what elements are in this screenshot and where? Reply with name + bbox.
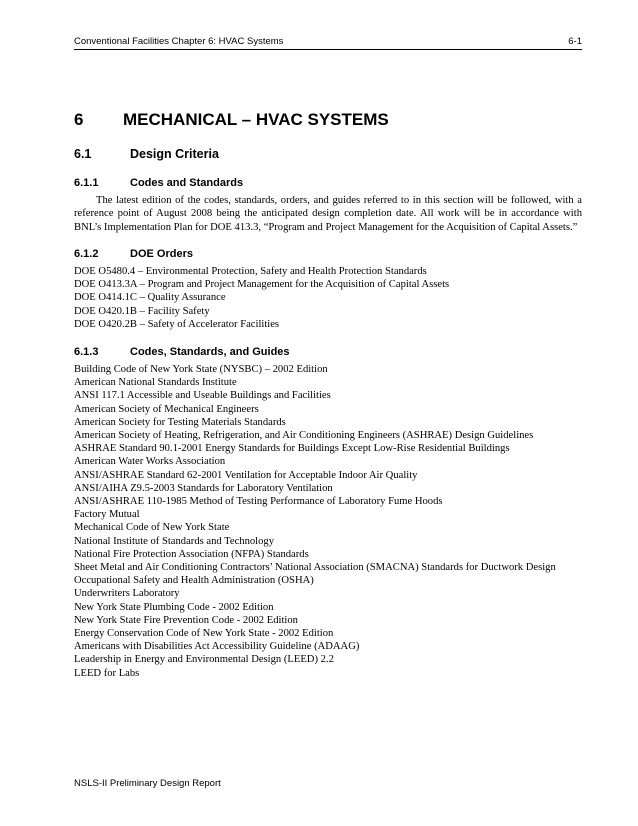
chapter-heading	[74, 110, 582, 130]
subsection-heading-6-1-1	[74, 176, 582, 190]
list-item: ANSI/ASHRAE 110-1985 Method of Testing Performance of Laboratory Fume Hoods	[74, 495, 443, 507]
subsection-number: 6.1.3	[74, 345, 99, 358]
list-item: ANSI/ASHRAE Standard 62-2001 Ventilation for Acceptable Indoor Air Quality	[74, 469, 418, 481]
main-content	[74, 110, 582, 694]
subsection-heading-6-1-3	[74, 345, 582, 359]
chapter-number: 6	[74, 110, 84, 129]
list-item: DOE O420.2B – Safety of Accelerator Facilities	[74, 318, 280, 330]
list-item: New York State Plumbing Code - 2002 Edition	[74, 601, 274, 613]
list-item: Occupational Safety and Health Administration (OSHA)	[74, 575, 314, 587]
section-number: 6.1	[74, 147, 92, 161]
list-item: DOE O413.3A – Program and Project Management for the Acquisition of Capital Assets	[74, 279, 450, 291]
list-item: American Society for Testing Materials Standards	[74, 416, 286, 428]
subsection-title: Codes and Standards	[130, 177, 244, 189]
list-item: Americans with Disabilities Act Accessibility Guideline (ADAAG)	[74, 641, 360, 653]
running-header	[74, 36, 582, 50]
subsection-heading-6-1-2	[74, 247, 582, 261]
subsection-title: Codes, Standards, and Guides	[130, 345, 290, 358]
list-item: American Water Works Association	[74, 456, 226, 468]
list-item: DOE O5480.4 – Environmental Protection, Safety and Health Protection Standards	[74, 265, 427, 277]
list-item: Sheet Metal and Air Conditioning Contractors’ National Association (SMACNA) Standards for Ductwork Design	[74, 561, 556, 573]
list-item: Factory Mutual	[74, 509, 140, 521]
section-heading-6-1	[74, 147, 582, 162]
subsection-number: 6.1.2	[74, 247, 99, 260]
list-item: Mechanical Code of New York State	[74, 522, 230, 534]
list-item: LEED for Labs	[74, 667, 140, 679]
running-footer: NSLS-II Preliminary Design Report	[74, 778, 221, 789]
list-item: ANSI/AIHA Z9.5-2003 Standards for Laboratory Ventilation	[74, 482, 333, 494]
section-title: Design Criteria	[130, 147, 219, 161]
list-item: National Institute of Standards and Technology	[74, 535, 275, 547]
list-item: ANSI 117.1 Accessible and Useable Buildings and Facilities	[74, 390, 331, 402]
subsection-number: 6.1.1	[74, 177, 99, 189]
list-item: National Fire Protection Association (NFPA) Standards	[74, 548, 309, 560]
list-item: American Society of Mechanical Engineers	[74, 403, 259, 415]
codes-guides-list	[74, 363, 582, 680]
list-item: Energy Conservation Code of New York State - 2002 Edition	[74, 627, 334, 639]
header-chapter-label: Conventional Facilities Chapter 6: HVAC Systems	[74, 36, 284, 47]
header-page-number: 6-1	[568, 36, 582, 47]
list-item: DOE O414.1C – Quality Assurance	[74, 292, 226, 304]
list-item: American Society of Heating, Refrigeration, and Air Conditioning Engineers (ASHRAE) Design Guidelines	[74, 429, 534, 441]
list-item: American National Standards Institute	[74, 377, 237, 389]
list-item: DOE O420.1B – Facility Safety	[74, 305, 210, 317]
list-item: Leadership in Energy and Environmental Design (LEED) 2.2	[74, 654, 334, 666]
subsection-title: DOE Orders	[130, 247, 193, 260]
doe-orders-list	[74, 265, 582, 331]
list-item: ASHRAE Standard 90.1-2001 Energy Standards for Buildings Except Low-Rise Residential Buildings	[74, 443, 510, 455]
list-item: New York State Fire Prevention Code - 2002 Edition	[74, 614, 298, 626]
list-item: Building Code of New York State (NYSBC) – 2002 Edition	[74, 363, 328, 375]
list-item: Underwriters Laboratory	[74, 588, 180, 600]
codes-standards-paragraph: The latest edition of the codes, standards, orders, and guides referred to in this section will be followed, with a reference point of August 2008 being the anticipated design completion date. All work will be in accordance with BNL’s Implementation Plan for DOE 413.3, “Program and Project Management for the Acquisition of Capital Assets.”	[74, 195, 582, 233]
chapter-title: MECHANICAL – HVAC SYSTEMS	[123, 110, 389, 129]
